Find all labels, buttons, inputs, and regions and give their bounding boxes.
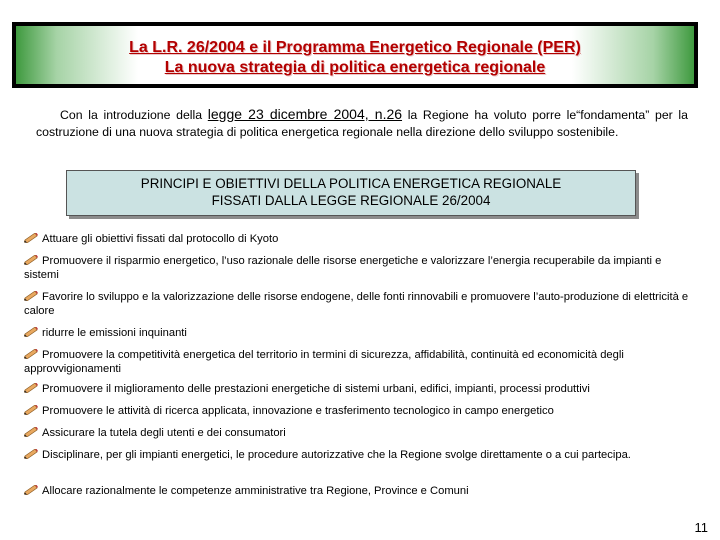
list-item: Promuovere il miglioramento delle prestazioni energetiche di sistemi urbani, edifici, impianti, processi produttivi <box>24 382 692 396</box>
intro-text-before: Con la introduzione della <box>60 108 208 122</box>
list-item: ridurre le emissioni inquinanti <box>24 326 692 340</box>
pencil-icon <box>24 405 38 415</box>
list-item: Favorire lo sviluppo e la valorizzazione delle risorse endogene, delle fonti rinnovabili e promuovere l’auto-produzione di elettricità e calore <box>24 291 689 317</box>
intro-paragraph <box>36 106 688 141</box>
pencil-icon <box>24 449 38 459</box>
pencil-icon <box>24 327 38 337</box>
law-reference: legge 23 dicembre 2004, n.26 <box>207 106 403 122</box>
title-banner <box>12 22 698 88</box>
principles-box <box>66 170 636 216</box>
list-item: Assicurare la tutela degli utenti e dei consumatori <box>24 426 692 440</box>
pencil-icon <box>24 291 38 301</box>
pencil-icon <box>24 233 38 243</box>
pencil-icon <box>24 383 38 393</box>
list-item: Promuovere il risparmio energetico, l’uso razionale delle risorse energetiche e valorizzare l’energia recuperabile da impianti e sistemi <box>24 255 662 281</box>
list-item: Promuovere la competitività energetica del territorio in termini di sicurezza, affidabilità, continuità ed economicità degli approvvigionamenti <box>24 349 624 375</box>
title-line-1: La L.R. 26/2004 e il Programma Energetico Regionale (PER) <box>129 39 581 56</box>
principles-line-1: PRINCIPI E OBIETTIVI DELLA POLITICA ENERGETICA REGIONALE <box>140 176 562 191</box>
pencil-icon <box>24 255 38 265</box>
page-number: 11 <box>694 520 708 535</box>
pencil-icon <box>24 485 38 495</box>
list-item: Promuovere le attività di ricerca applicata, innovazione e trasferimento tecnologico in campo energetico <box>24 404 692 418</box>
principles-line-2: FISSATI DALLA LEGGE REGIONALE 26/2004 <box>211 193 491 208</box>
pencil-icon <box>24 427 38 437</box>
title-line-2: La nuova strategia di politica energetica regionale <box>164 59 546 76</box>
list-item: Allocare razionalmente le competenze amministrative tra Regione, Province e Comuni <box>24 484 692 498</box>
pencil-icon <box>24 349 38 359</box>
list-item: Disciplinare, per gli impianti energetici, le procedure autorizzative che la Regione svolge direttamente o a cui partecipa. <box>24 448 692 462</box>
list-item: Attuare gli obiettivi fissati dal protocollo di Kyoto <box>24 232 692 246</box>
intro-text-after: la Regione ha voluto porre le“fondamenta” per la costruzione di una nuova strategia di politica energetica regionale nella direzione dello sviluppo sostenibile. <box>36 108 688 139</box>
